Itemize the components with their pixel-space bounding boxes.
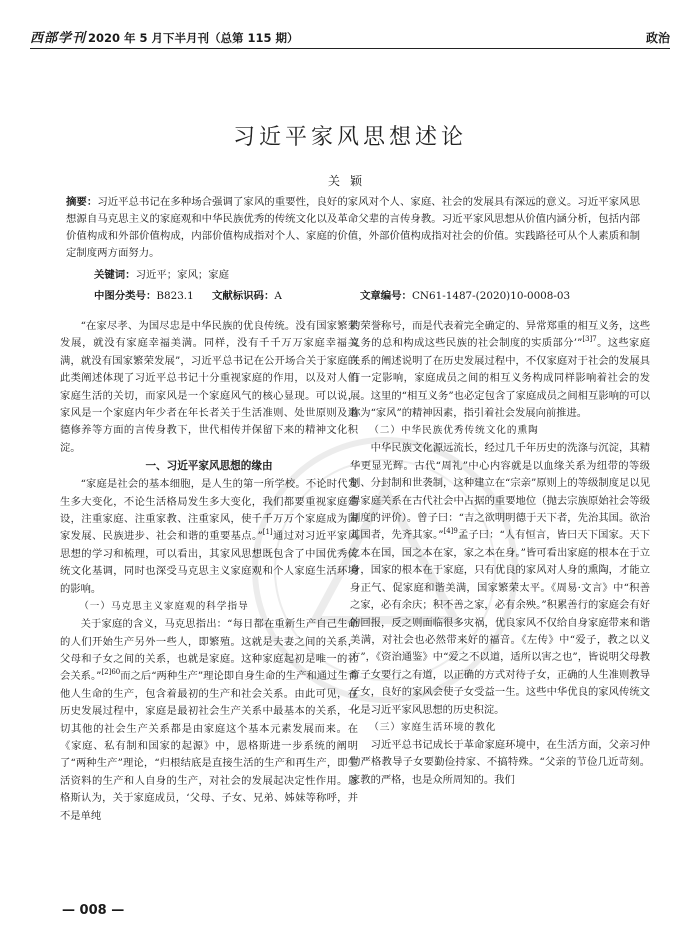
document-code — [212, 287, 360, 302]
abstract-text: 习近平总书记在多种场合强调了家风的重要性，良好的家风对个人、家庭、社会的发展具有深远的意义。习近平家风思想源自马克思主义的家庭观和中华民族优秀的传统文化以及革命父辈的言传身教。习近平家风思想从价值内涵分析，包括内部价值构成和外部价值构成，内部价值构成指对个人、家庭的价值，外部价值构成指对社会的价值。实践路径可从个人素质和制定制度两方面努力。 — [66, 196, 640, 259]
paragraph-text: “家庭是社会的基本细胞，是人生的第一所学校。不论时代发生多大变化，不论生活格局发生多大变化，我们都要重视家庭建设，注重家庭、注重家教、注重家风，使千千万万个家庭成为国家发展、民族进步、社会和谐的重要基点。” — [60, 478, 358, 543]
right-column — [350, 318, 650, 789]
paragraph-text: 孟子曰：“人有恒言，皆曰天下国家。天下之本在国，国之本在家，家之本在身。”皆可看出家庭的根本在于立身，国家的根本在于家庭，只有优良的家风对人身的熏陶，才能立身正气、促家庭和谐美满，国家繁荣太平。《周易·文言》中“积善之家，必有余庆；积不善之家，必有余殃。”积累善行的家庭会有好的回报，反之则面临很多灾祸，优良家风不仅给自身家庭带来和谐美满，对社会也必然带来好的福音。《左传》中“爱子，教之以义方”，《资治通鉴》中“爱之不以道，适所以害之也”，皆说明父母教育子女要行之有道，以正确的方式对待子女，正确的人生准则教导子女，良好的家风会使子女受益一生。这些中华优良的家风传统文化是习近平家风思想的历史积淀。 — [350, 529, 650, 716]
clc-number — [94, 287, 212, 302]
doc-code-value: A — [274, 290, 282, 302]
journal-name: 西部学刊 — [30, 31, 87, 46]
article-title: 习近平家风思想述论 — [232, 125, 467, 150]
subsection-heading-3: （三）家庭生活环境的教化 — [369, 721, 497, 733]
abstract-label: 摘要： — [66, 196, 98, 208]
citation-ref: [2]60 — [101, 668, 121, 677]
paragraph — [60, 616, 358, 825]
keywords — [94, 266, 229, 281]
paragraph-continued — [350, 318, 650, 422]
left-column — [60, 318, 358, 825]
article-metadata — [94, 287, 640, 302]
intro-paragraph: “在家尽孝、为国尽忠是中华民族的优良传统。没有国家繁荣发展，就没有家庭幸福美满。同样，没有千千万万家庭幸福美满，就没有国家繁荣发展”，习近平总书记在公开场合关于家庭的此类阐述体现了习近平总书记十分重视家庭的作用，以及对人们家庭生活的关切，而家风是一个家庭风气的核心显现。可以说，家风是一个家庭内年少者在年长者关于生活准则、处世原则及道德修养等方面的言传身教下，世代相传并保留下来的精神文化积淀。 — [60, 320, 358, 454]
header-divider — [30, 48, 670, 49]
clc-label: 中图分类号： — [94, 290, 157, 302]
paragraph — [60, 476, 358, 598]
paragraph-text: 的荣誉称号，而是代表着完全确定的、异常郑重的相互义务，这些义务的总和构成这些民族的社会制度的实质部分’” — [350, 320, 650, 350]
doc-code-label: 文献标识码： — [212, 290, 275, 302]
paragraph-text: 中华民族文化源远流长，经过几千年历史的洗涤与沉淀，其精华更显光辉。古代“周礼”中心内容就是以血缘关系为纽带的等级制、分封制和世袭制，这种建立在“宗亲”原则上的等级制度足以见得家庭关系在古代社会中占据的重要地位（抛去宗族原始社会等级制度的评价）。曾子曰：“吉之欲明明德于天下者，先治其国。欲治其国者，先齐其家。” — [350, 442, 650, 542]
paragraph-text: 。这些家庭关系的阐述说明了在历史发展过程中，不仅家庭对于社会的发展具有一定影响，家庭成员之间的相互义务构成同样影响着社会的发展。这里的“相互义务”也必定包含了家庭成员之间相互影响的可以称为“家风”的精神因素，指引着社会发展向前推进。 — [350, 337, 651, 420]
keywords-label: 关键词： — [94, 269, 136, 281]
paragraph-text: 通过对习近平家风思想的学习和梳理，可以看出，其家风思想既包含了中国优秀传统文化基调，同时也深受马克思主义家庭观和个人家庭生活环境的影响。 — [60, 530, 358, 595]
article-no-value: CN61-1487-(2020)10-0008-03 — [411, 290, 571, 302]
subsection-heading-2: （二）中华民族优秀传统文化的熏陶 — [369, 425, 539, 437]
article-author: 关颖 — [327, 174, 372, 188]
journal-issue: 2020 年 5 月下半月刊（总第 115 期） — [88, 31, 299, 45]
subsection-heading-1a: （一）马克思主义家庭观的科学指导 — [79, 601, 249, 613]
keywords-text: 习近平；家风；家庭 — [135, 269, 230, 281]
page-number: — 008 — — [62, 903, 125, 918]
article-number — [360, 287, 640, 302]
abstract — [66, 194, 640, 262]
citation-ref: [1] — [262, 528, 273, 537]
page-header — [30, 22, 670, 46]
paragraph: 习近平总书记成长于革命家庭环境中，在生活方面，父亲习仲勋严格教导子女要勤俭持家、不搞特殊。“父亲的节俭几近苛刻。家教的严格，也是众所周知的。我们 — [350, 738, 650, 786]
citation-ref: [4]9 — [443, 527, 458, 536]
journal-info — [30, 27, 299, 46]
section-label: 政治 — [645, 31, 670, 45]
citation-ref: [3]7 — [582, 335, 597, 344]
paragraph-text: 而之后“两种生产”理论即自身生命的生产和通过生育他人生命的生产，包含着最初的生产和社会关系。由此可见，在历史发展过程中，家庭是最初社会生产关系中最基本的关系，一切其他的社会生产关系都是由家庭这个基本元素发展而来。在《家庭、私有制和国家的起源》中，恩格斯进一步系统的阐明了“两种生产”理论，“归根结底是直接生活的生产和再生产，即生活资料的生产和人自身的生产，对社会的发展起决定性作用。恩格斯认为，关于家庭成员，‘父母、子女、兄弟、姊妹等称呼，并不是单纯 — [60, 670, 358, 822]
paragraph — [350, 440, 650, 719]
clc-value: B823.1 — [156, 290, 194, 302]
article-no-label: 文章编号： — [360, 290, 412, 302]
section-heading-1: 一、习近平家风思想的缘由 — [145, 460, 273, 473]
paragraph-text: 关于家庭的含义，马克思指出：“每日都在重新生产自己生命的人们开始生产另外一些人，即繁殖。这就是夫妻之间的关系，父母和子女之间的关系，也就是家庭。这种家庭起初是唯一的社会关系。” — [60, 618, 358, 683]
